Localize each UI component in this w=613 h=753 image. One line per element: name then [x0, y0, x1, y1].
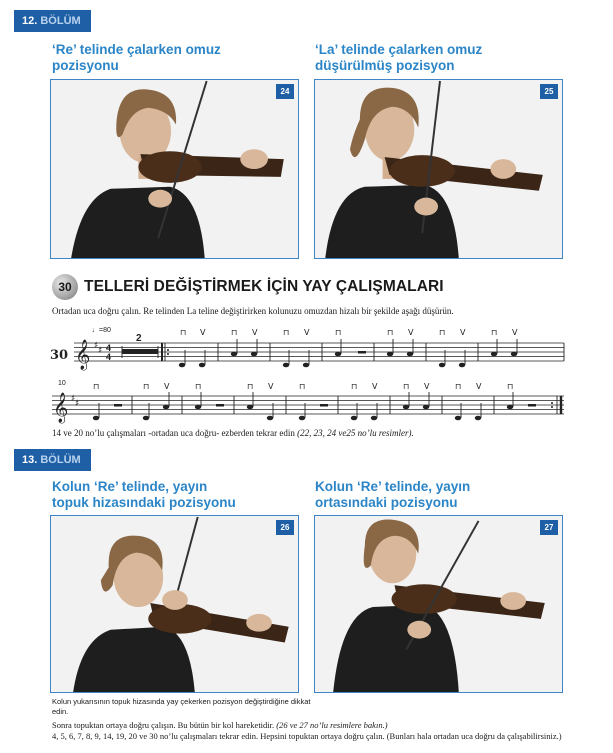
photo-number: 27	[540, 520, 558, 535]
svg-text:V: V	[460, 328, 466, 337]
section-number: 12.	[22, 15, 38, 27]
rest-count: 2	[136, 333, 142, 344]
photo-number: 25	[540, 84, 558, 99]
svg-text:⊓: ⊓	[439, 328, 446, 337]
closing-italic: (26 ve 27 no’lu resimlere bakın.)	[276, 720, 388, 730]
photo-number: 26	[276, 520, 294, 535]
section-tag-13	[14, 449, 91, 471]
exercise-heading	[52, 274, 444, 300]
photo-title-26	[52, 479, 302, 511]
closing-instruction-2: 4, 5, 6, 7, 8, 9, 14, 19, 20 ve 30 no’lu çalışmaları tekrar edin. Hepsini topuktan ortaya doğru çalın. (Bunları hala ortadan uca doğru da çalışabilirsiniz.)	[52, 731, 562, 741]
measure-number: 10	[58, 380, 66, 387]
svg-text:⊓: ⊓	[93, 382, 100, 391]
section-word: BÖLÜM	[40, 15, 81, 27]
violinist-image	[51, 516, 298, 692]
treble-clef-icon: 𝄞	[53, 393, 69, 423]
photo-number: 24	[276, 84, 294, 99]
staff-label: 30	[50, 348, 69, 363]
music-staff-2	[40, 377, 570, 427]
section-tag-12	[14, 10, 91, 32]
svg-text:⊓: ⊓	[299, 382, 306, 391]
key-signature-icon: ♯	[71, 394, 76, 404]
photo-27	[314, 515, 563, 693]
svg-text:V: V	[512, 328, 518, 337]
title-line: ortasındaki pozisyonu	[315, 495, 458, 510]
exercise-number-badge	[52, 274, 78, 300]
exercise-instruction: Ortadan uca doğru çalın. Re telinden La teline değiştirirken kolunuzu omuzdan hizalı bir şekilde aşağı düşürün.	[52, 306, 454, 316]
music-staff-1	[40, 320, 570, 374]
key-signature-icon: ♯	[98, 346, 103, 356]
key-signature-icon: ♯	[75, 399, 80, 409]
time-signature-bottom: 4	[106, 352, 112, 362]
section-number: 13.	[22, 454, 38, 466]
title-line: topuk hizasındaki pozisyonu	[52, 495, 236, 510]
svg-text:⊓: ⊓	[231, 328, 238, 337]
photo-24	[50, 79, 299, 259]
photo-title-25	[315, 42, 565, 74]
svg-text:V: V	[476, 382, 482, 391]
svg-text:V: V	[268, 382, 274, 391]
section-word: BÖLÜM	[40, 454, 81, 466]
svg-text:V: V	[424, 382, 430, 391]
closing-text: Sonra topuktan ortaya doğru çalışın. Bu bütün bir kol hareketidir.	[52, 720, 275, 730]
photo-25	[314, 79, 563, 259]
exercise-note	[52, 427, 572, 439]
svg-text:⊓: ⊓	[195, 382, 202, 391]
photo-title-24	[52, 42, 302, 74]
svg-text:⊓: ⊓	[143, 382, 150, 391]
svg-text:⊓: ⊓	[455, 382, 462, 391]
title-line: Kolun ‘Re’ telinde, yayın	[52, 479, 208, 494]
title-line: Kolun ‘Re’ telinde, yayın	[315, 479, 471, 494]
svg-text:⊓: ⊓	[403, 382, 410, 391]
title-line: pozisyonu	[52, 58, 119, 73]
svg-text:V: V	[164, 382, 170, 391]
exercise-number: 30	[58, 280, 72, 294]
svg-text:V: V	[200, 328, 206, 337]
violinist-image	[315, 516, 562, 692]
svg-text:V: V	[304, 328, 310, 337]
violinist-image	[51, 80, 298, 258]
multi-measure-rest	[122, 333, 158, 358]
tempo-mark: ♩=80	[92, 327, 111, 334]
svg-text:⊓: ⊓	[247, 382, 254, 391]
exercise-note-italic: (22, 23, 24 ve25 no’lu resimler).	[297, 428, 414, 438]
closing-instruction-1	[52, 720, 582, 731]
svg-text:⊓: ⊓	[507, 382, 514, 391]
notes-line-2	[93, 382, 561, 420]
photo-title-27	[315, 479, 565, 511]
photo-26	[50, 515, 299, 693]
staff-lines	[52, 396, 564, 414]
svg-text:V: V	[408, 328, 414, 337]
svg-text:⊓: ⊓	[387, 328, 394, 337]
time-signature-top: 4	[106, 343, 112, 353]
svg-text:⊓: ⊓	[491, 328, 498, 337]
svg-text:⊓: ⊓	[351, 382, 358, 391]
exercise-title: TELLERİ DEĞİŞTİRMEK İÇİN YAY ÇALIŞMALARI	[84, 278, 444, 296]
exercise-note-main: 14 ve 20 no’lu çalışmaları -ortadan uca doğru- ezberden tekrar edin	[52, 428, 295, 438]
title-line: ‘La’ telinde çalarken omuz	[315, 42, 483, 57]
photo-26-caption: Kolun yukarısının topuk hizasında yay çekerken pozisyon değiştirdiğine dikkat edin.	[52, 697, 311, 716]
svg-text:V: V	[372, 382, 378, 391]
violinist-image	[315, 80, 562, 258]
title-line: düşürülmüş pozisyon	[315, 58, 455, 73]
svg-text:⊓: ⊓	[283, 328, 290, 337]
treble-clef-icon: 𝄞	[75, 340, 91, 370]
key-signature-icon: ♯	[94, 341, 99, 351]
svg-text:⊓: ⊓	[180, 328, 187, 337]
svg-text:⊓: ⊓	[335, 328, 342, 337]
svg-text:V: V	[252, 328, 258, 337]
title-line: ‘Re’ telinde çalarken omuz	[52, 42, 221, 57]
